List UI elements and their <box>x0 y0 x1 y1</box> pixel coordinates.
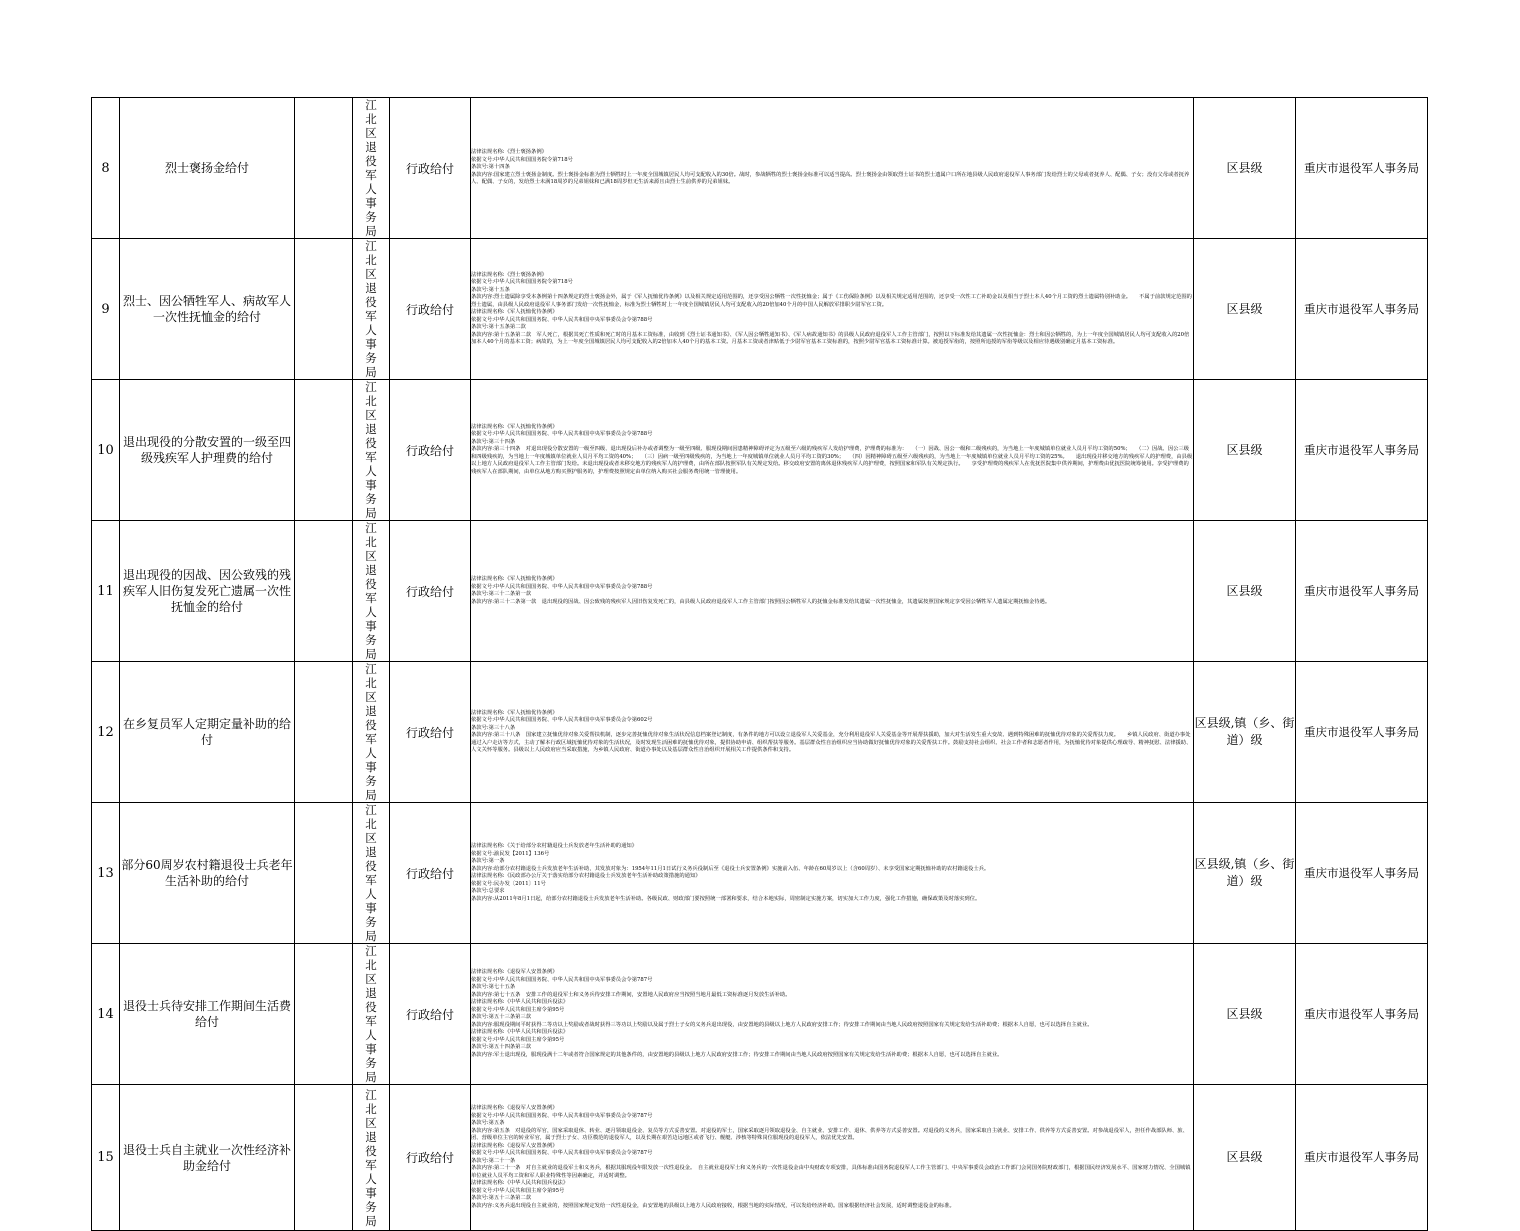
implementing-dept-text: 江北区退役军人事务局 <box>365 380 377 520</box>
implementing-dept-text: 江北区退役军人事务局 <box>365 239 377 379</box>
item-name: 退役士兵待安排工作期间生活费给付 <box>120 944 295 1085</box>
legal-basis-line: 条款号:第三十二条第一款 <box>471 591 532 597</box>
item-type: 行政给付 <box>390 662 471 803</box>
legal-basis-line: 依据文号:中华人民共和国国务院、中华人民共和国中央军事委员会令第787号 <box>471 1150 653 1156</box>
row-index: 9 <box>92 239 120 380</box>
item-name: 退出现役的因战、因公致残的残疾军人旧伤复发死亡遗属一次性抚恤金的给付 <box>120 521 295 662</box>
item-type: 行政给付 <box>390 98 471 239</box>
table-row <box>92 239 1428 380</box>
legal-basis-line: 依据文号:中华人民共和国主席令第95号 <box>471 1036 565 1043</box>
legal-basis-line: 法律法规名称:《退役军人安置条例》 <box>471 1105 558 1111</box>
legal-basis-line: 条款内容:第十五条第二款 军人死亡，根据其死亡性质和死亡时的月基本工资标准，由收到《烈士证书通知书》、《军人因公牺牲通知书》、《军人病故通知书》的县级人民政府退役军人工作主管部门，按照以下标准发给其遗属一次性抚恤金：烈士和因公牺牲的，为上一年度全国城镇居民人均可支配收入的20倍加本人40个月的基本工资；病故的，为上一年度全国城镇居民人均可支配收入的2倍加本人40个月的基本工资。月基本工资或者津贴低于少尉军官基本工资标准的，按照少尉军官基本工资标准计算。被追授军衔的，按照所追授的军衔等级以及相应待遇级别确定月基本工资标准。 <box>471 331 1190 345</box>
legal-basis-line: 依据文号:民办发〔2011〕11号 <box>471 880 546 887</box>
row-index: 12 <box>92 662 120 803</box>
legal-basis-line: 条款内容:第七十五条 安排工作的退役军士和义务兵待安排工作期间，安置地人民政府应当按照当地月最低工资标准逐月发放生活补助。 <box>471 991 791 998</box>
legal-basis-line: 条款号:第五十三条第三款 <box>471 1014 532 1020</box>
item-type: 行政给付 <box>390 380 471 521</box>
legal-basis-line: 条款号:第十五条 <box>471 286 510 293</box>
exercise-level: 区县级 <box>1194 98 1296 239</box>
table-row <box>92 662 1428 803</box>
table-row <box>92 380 1428 521</box>
legal-basis-line: 法律法规名称:《烈士褒扬条例》 <box>471 149 547 156</box>
table-body <box>92 98 1428 1231</box>
legal-basis <box>471 521 1194 662</box>
legal-basis-line: 条款内容:第三十二条第一款 退出现役的因战、因公致残的残疾军人因旧伤复发死亡的，由县级人民政府退役军人工作主管部门按照因公牺牲军人的抚恤金标准发给其遗属一次性抚恤金，其遗属按照国家规定享受因公牺牲军人遗属定期抚恤金待遇。 <box>471 598 1051 605</box>
item-code <box>295 239 353 380</box>
row-index: 11 <box>92 521 120 662</box>
item-code <box>295 944 353 1085</box>
legal-basis-line: 条款号:第三十四条 <box>471 438 516 445</box>
item-name: 在乡复员军人定期定量补助的给付 <box>120 662 295 803</box>
legal-basis <box>471 380 1194 521</box>
legal-basis <box>471 98 1194 239</box>
legal-basis-line: 依据文号:中华人民共和国主席令第95号 <box>471 1006 565 1013</box>
item-code <box>295 662 353 803</box>
implementing-dept-text: 江北区退役军人事务局 <box>365 944 377 1084</box>
item-type: 行政给付 <box>390 803 471 944</box>
exercise-level: 区县级 <box>1194 944 1296 1085</box>
legal-basis-line: 条款号:第十四条 <box>471 164 510 171</box>
service-table <box>91 97 1428 1231</box>
exercise-level: 区县级,镇（乡、街道）级 <box>1194 662 1296 803</box>
legal-basis-line: 依据文号:中华人民共和国国务院、中华人民共和国中央军事委员会令第788号 <box>471 583 653 590</box>
supervising-authority: 重庆市退役军人事务局 <box>1296 521 1428 662</box>
legal-basis-line: 法律法规名称:《中华人民共和国兵役法》 <box>471 1180 569 1186</box>
item-code <box>295 521 353 662</box>
supervising-authority: 重庆市退役军人事务局 <box>1296 803 1428 944</box>
supervising-authority: 重庆市退役军人事务局 <box>1296 380 1428 521</box>
legal-basis-line: 条款号:第三十八条 <box>471 724 516 731</box>
legal-basis-line: 法律法规名称:《民政部办公厅关于落实给部分农村籍退役士兵发放老年生活补助政策措施的通知》 <box>471 873 701 879</box>
legal-basis <box>471 662 1194 803</box>
legal-basis-line: 条款内容:给部分农村籍退役士兵发放老年生活补助，其发放对象为：1954年11月1日试行义务兵役制后至《退役士兵安置条例》实施前入伍、年龄在60周岁以上（含60周岁）、未享受国家定期抚恤补助的农村籍退役士兵。 <box>471 865 990 872</box>
legal-basis <box>471 803 1194 944</box>
legal-basis-line: 法律法规名称:《军人抚恤优待条例》 <box>471 423 558 430</box>
legal-basis-line: 条款内容:服现役期间平时获得二等功以上奖励或者战时获得三等功以上奖励以及属于烈士子女的义务兵退出现役，由安置地的县级以上地方人民政府安排工作；待安排工作期间由当地人民政府按照国家有关规定发给生活补助费；根据本人自愿，也可以选择自主就业。 <box>471 1021 1093 1028</box>
row-index: 8 <box>92 98 120 239</box>
legal-basis-line: 法律法规名称:《烈士褒扬条例》 <box>471 271 547 278</box>
legal-basis-line: 条款号:第一条 <box>471 858 505 864</box>
legal-basis-line: 依据文号:中华人民共和国国务院、中华人民共和国中央军事委员会令第788号 <box>471 431 653 438</box>
implementing-dept <box>353 98 390 239</box>
table-row <box>92 803 1428 944</box>
row-index: 10 <box>92 380 120 521</box>
item-type: 行政给付 <box>390 1085 471 1231</box>
exercise-level: 区县级 <box>1194 239 1296 380</box>
implementing-dept <box>353 662 390 803</box>
legal-basis-line: 条款号:第十五条第二款 <box>471 324 526 330</box>
supervising-authority: 重庆市退役军人事务局 <box>1296 1085 1428 1231</box>
legal-basis-line: 条款号:第七十五条 <box>471 984 516 990</box>
legal-basis-line: 依据文号:中华人民共和国国务院令第718号 <box>471 156 573 163</box>
legal-basis-line: 条款内容:国家建立烈士褒扬金制度。烈士褒扬金标准为烈士牺牲时上一年度全国城镇居民人均可支配收入的30倍。战时，参战牺牲的烈士褒扬金标准可以适当提高。烈士褒扬金由领取烈士证书的烈士遗属户口所在地县级人民政府退役军人事务部门发给烈士的父母或者抚养人、配偶、子女；没有父母或者抚养人、配偶、子女的，发给烈士未满18周岁的兄弟姐妹和已满18周岁但无生活来源且由烈士生前供养的兄弟姐妹。 <box>471 171 1190 186</box>
legal-basis-line: 法律法规名称:《关于给部分农村籍退役士兵发放老年生活补助的通知》 <box>471 843 637 849</box>
item-name: 退出现役的分散安置的一级至四级残疾军人护理费的给付 <box>120 380 295 521</box>
legal-basis-line: 法律法规名称:《中华人民共和国兵役法》 <box>471 1029 569 1035</box>
supervising-authority: 重庆市退役军人事务局 <box>1296 98 1428 239</box>
legal-basis <box>471 944 1194 1085</box>
implementing-dept-text: 江北区退役军人事务局 <box>365 1087 377 1228</box>
legal-basis-line: 法律法规名称:《军人抚恤优待条例》 <box>471 309 558 315</box>
item-code <box>295 380 353 521</box>
exercise-level: 区县级 <box>1194 521 1296 662</box>
exercise-level: 区县级 <box>1194 380 1296 521</box>
legal-basis-line: 依据文号:中华人民共和国国务院、中华人民共和国中央军事委员会令第602号 <box>471 717 653 723</box>
legal-basis-line: 法律法规名称:《退役军人安置条例》 <box>471 1142 558 1149</box>
exercise-level: 区县级 <box>1194 1085 1296 1231</box>
implementing-dept-text: 江北区退役军人事务局 <box>365 98 377 238</box>
implementing-dept-text: 江北区退役军人事务局 <box>365 803 377 943</box>
row-index: 14 <box>92 944 120 1085</box>
legal-basis-line: 条款内容:义务兵退出现役自主就业的，按照国家规定发给一次性退役金，由安置地的县级以上地方人民政府接收，根据当地的实际情况，可以发给经济补助。国家根据经济社会发展，适时调整退役金的标准。 <box>471 1202 955 1209</box>
legal-basis-line: 条款号:第五十四条第三款 <box>471 1044 532 1050</box>
legal-basis-line: 条款内容:烈士遗属除享受本条例第十四条规定的烈士褒扬金外，属于《军人抚恤优待条例》以及相关规定适用范围的，还享受因公牺牲一次性抚恤金；属于《工伤保险条例》以及相关规定适用范围的，还享受一次性工亡补助金以及相当于烈士本人40个月工资的烈士遗属特别补助金。 不属于前款规定范围的烈士遗属，由县级人民政府退役军人事务部门发给一次性抚恤金，标准为烈士牺牲时上一年度全国城镇居民人均可支配收入的20倍加40个月的中国人民解放军排职少尉军官工资。 <box>471 294 1192 308</box>
table-row <box>92 944 1428 1085</box>
legal-basis-line: 法律法规名称:《退役军人安置条例》 <box>471 969 558 975</box>
item-code <box>295 803 353 944</box>
legal-basis-line: 依据文号:中华人民共和国国务院、中华人民共和国中央军事委员会令第787号 <box>471 976 653 983</box>
implementing-dept-text: 江北区退役军人事务局 <box>365 521 377 661</box>
legal-basis <box>471 1085 1194 1231</box>
item-name: 部分60周岁农村籍退役士兵老年生活补助的给付 <box>120 803 295 944</box>
implementing-dept <box>353 380 390 521</box>
legal-basis-line: 依据文号:中华人民共和国主席令第95号 <box>471 1187 565 1194</box>
item-name: 烈士褒扬金给付 <box>120 98 295 239</box>
legal-basis-line: 法律法规名称:《中华人民共和国兵役法》 <box>471 999 569 1005</box>
item-type: 行政给付 <box>390 239 471 380</box>
legal-basis-line: 依据文号:渝民发【2011】136号 <box>471 850 550 857</box>
supervising-authority: 重庆市退役军人事务局 <box>1296 662 1428 803</box>
row-index: 13 <box>92 803 120 944</box>
supervising-authority: 重庆市退役军人事务局 <box>1296 239 1428 380</box>
legal-basis-line: 条款内容:第三十四条 对退出现役分散安置的一级至四级、退出现役后补办或者调整为一级至四级、服现役期间因患精神障碍评定为五级至六级的残疾军人发给护理费，护理费的标准为： （一）因战、因公一级和二级残疾的，为当地上一年度城镇单位就业人员月平均工资的50%； （二）因战、因公三级和四级残疾的，为当地上一年度城镇单位就业人员月平均工资的40%； （三）因病一级至四级残疾的，为当地上一年度城镇单位就业人员月平均工资的30%； （四）因精神障碍五级至六级残疾的，为当地上一年度城镇单位就业人员月平均工资的25%。 退出现役并移交地方的残疾军人的护理费，由县级以上地方人民政府退役军人工作主管部门发给。未退出现役或者未移交地方的残疾军人的护理费，由所在部队按照军队有关规定发给。移交政府安置的离休退休残疾军人的护理费，按照国家和军队有关规定执行。 享受护理费的残疾军人在优抚医院集中供养期间，护理费由优抚医院统筹使用。享受护理费的残疾军人在部队期间，由单位从地方购买照护服务的，护理费按照规定由单位纳入购买社会服务费用统一管理使用。 <box>471 446 1193 475</box>
implementing-dept <box>353 944 390 1085</box>
legal-basis-line: 条款内容:第三十八条 国家建立抚恤优待对象关爱帮扶机制，逐步完善抚恤优待对象生活状况信息档案登记制度，有条件的地方可以设立退役军人关爱基金，充分利用退役军人关爱基金等开展帮扶援助，加大对生活发生重大变故、遇到特殊困难的抚恤优待对象的关爱帮扶力度。 乡镇人民政府、街道办事处通过入户走访等方式，主动了解本行政区域抚恤优待对象的生活状况，及时发现生活困难的抚恤优待对象，提供协助申请、组织帮扶等服务。基层群众性自治组织应当协助做好抚恤优待对象的关爱帮扶工作。鼓励支持社会组织、社会工作者和志愿者作用，为抚恤优待对象提供心理疏导、精神抚慰、法律援助、人文关怀等服务。县级以上人民政府应当采取措施，为乡镇人民政府、街道办事处以及基层群众性自治组织开展相关工作提供条件和支持。 <box>471 732 1192 753</box>
implementing-dept <box>353 239 390 380</box>
legal-basis-line: 条款号:第五十三条第二款 <box>471 1195 532 1201</box>
legal-basis <box>471 239 1194 380</box>
legal-basis-line: 条款内容:从2011年8月1日起，给部分农村籍退役士兵发放老年生活补助。各级民政、财政部门要按照统一部署和要求，结合本地实际，周密制定实施方案，切实加大工作力度，强化工作措施，确保政策及时落实到位。 <box>471 895 981 902</box>
table-row <box>92 521 1428 662</box>
exercise-level: 区县级,镇（乡、街道）级 <box>1194 803 1296 944</box>
item-code <box>295 98 353 239</box>
legal-basis-line: 法律法规名称:《军人抚恤优待条例》 <box>471 709 558 716</box>
implementing-dept <box>353 521 390 662</box>
legal-basis-line: 条款内容:第二十一条 对自主就业的退役军士和义务兵，根据其服现役年限发放一次性退役金。 自主就业退役军士和义务兵的一次性退役金由中央财政专项安排，具体标准由国务院退役军人工作主管部门、中央军事委员会政治工作部门会同国务院财政部门，根据国民经济发展水平、国家财力情况、全国城镇单位就业人员平均工资和军人职业特殊性等因素确定，并适时调整。 <box>471 1165 1191 1179</box>
legal-basis-line: 依据文号:中华人民共和国国务院、中华人民共和国中央军事委员会令第787号 <box>471 1112 653 1119</box>
legal-basis-line: 法律法规名称:《军人抚恤优待条例》 <box>471 576 558 582</box>
item-type: 行政给付 <box>390 944 471 1085</box>
legal-basis-line: 条款内容:第五条 对退役的军官，国家采取退休、转业、逐月领取退役金、复员等方式妥善安置。对退役的军士，国家采取逐月领取退役金、自主就业、安排工作、退休、供养等方式妥善安置。对退役的义务兵，国家采取自主就业、安排工作、供养等方式妥善安置。对参战退役军人，担任作战部队师、旅、团、营级单位主官的转业军官，属于烈士子女、功臣模范的退役军人，以及长期在艰苦边远地区或者飞行、舰艇、涉核等特殊岗位服现役的退役军人，依法优先安置。 <box>471 1127 1188 1141</box>
legal-basis-line: 条款号:第五条 <box>471 1120 505 1126</box>
item-name: 退役士兵自主就业一次性经济补助金给付 <box>120 1085 295 1231</box>
item-type: 行政给付 <box>390 521 471 662</box>
row-index: 15 <box>92 1085 120 1231</box>
item-name: 烈士、因公牺牲军人、病故军人一次性抚恤金的给付 <box>120 239 295 380</box>
supervising-authority: 重庆市退役军人事务局 <box>1296 944 1428 1085</box>
implementing-dept <box>353 1085 390 1231</box>
legal-basis-line: 依据文号:中华人民共和国国务院、中华人民共和国中央军事委员会令第788号 <box>471 316 653 323</box>
legal-basis-line: 条款号:总要求 <box>471 888 505 894</box>
implementing-dept-text: 江北区退役军人事务局 <box>365 662 377 802</box>
table-row <box>92 1085 1428 1231</box>
legal-basis-line: 条款内容:军士退出现役，服现役满十二年或者符合国家规定的其他条件的，由安置地的县级以上地方人民政府安排工作；待安排工作期间由当地人民政府按照国家有关规定发给生活补助费；根据本人自愿，也可以选择自主就业。 <box>471 1051 1003 1058</box>
table-row <box>92 98 1428 239</box>
legal-basis-line: 依据文号:中华人民共和国国务院令第718号 <box>471 279 573 285</box>
implementing-dept <box>353 803 390 944</box>
item-code <box>295 1085 353 1231</box>
legal-basis-line: 条款号:第二十一条 <box>471 1157 516 1164</box>
